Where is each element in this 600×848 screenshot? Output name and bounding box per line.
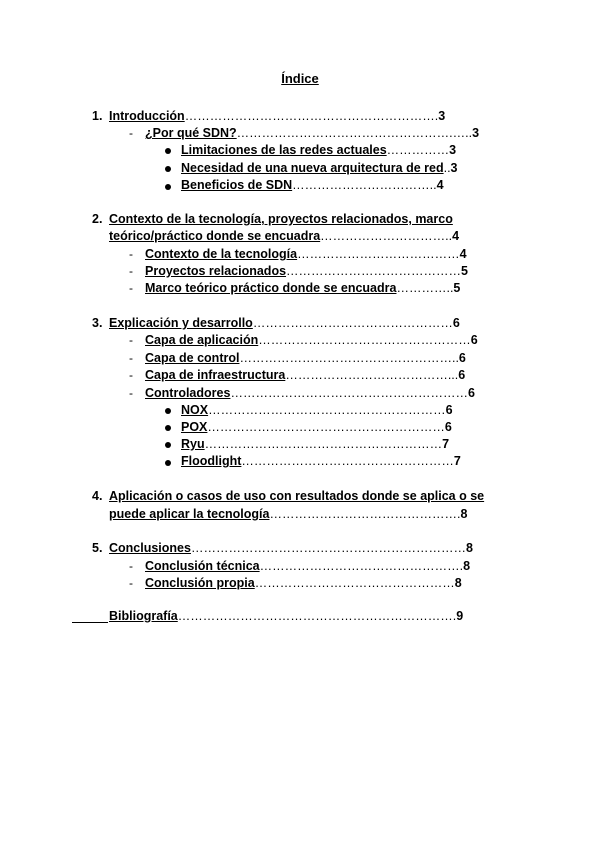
toc-entry-capa-infraestructura[interactable] <box>145 367 465 384</box>
toc-entry-label[interactable]: Beneficios de SDN <box>181 178 293 192</box>
list-dash: - <box>129 126 133 140</box>
list-dash: - <box>129 576 133 590</box>
toc-leader-dots: …………………………………………………………. <box>177 609 457 623</box>
section-number: 2. <box>92 212 103 226</box>
toc-entry-capa-aplicacion[interactable] <box>145 332 478 349</box>
toc-page-number: 8 <box>460 507 468 521</box>
toc-page-number: 9 <box>456 609 464 623</box>
toc-page-number: 3 <box>438 109 446 123</box>
list-dash: - <box>129 333 133 347</box>
toc-entry-label[interactable]: Conclusiones <box>109 541 191 555</box>
toc-entry-label[interactable]: Proyectos relacionados <box>145 264 287 278</box>
toc-entry-introduccion[interactable] <box>109 108 445 125</box>
toc-entry-ryu[interactable] <box>181 436 449 453</box>
toc-entry-pox[interactable] <box>181 419 452 436</box>
toc-leader-dots: .. <box>443 161 451 175</box>
toc-entry-label[interactable]: Conclusión propia <box>145 576 255 590</box>
toc-page-number: 7 <box>453 454 461 468</box>
section-number: 4. <box>92 489 103 503</box>
toc-leader-dots: ………………………………………………… <box>230 386 468 400</box>
toc-entry-label[interactable]: teórico/práctico donde se encuadra <box>109 229 321 243</box>
list-dash: - <box>129 559 133 573</box>
toc-page-number: 6 <box>458 351 466 365</box>
toc-leader-dots: …………………………………………. <box>259 559 464 573</box>
toc-entry-necesidad[interactable] <box>181 160 458 177</box>
toc-entry-controladores[interactable] <box>145 385 475 402</box>
toc-leader-dots: ………………………….. <box>320 229 453 243</box>
toc-page-number: 8 <box>463 559 471 573</box>
toc-page-number: 3 <box>472 126 480 140</box>
toc-entry-label[interactable]: Limitaciones de las redes actuales <box>181 143 387 157</box>
toc-entry-contexto[interactable] <box>109 228 459 245</box>
toc-leader-dots: ………………………………………. <box>269 507 461 521</box>
toc-entry-label[interactable]: Aplicación o casos de uso con resultados donde se aplica o se <box>109 489 485 503</box>
toc-leader-dots: ……………………………………………………. <box>184 109 439 123</box>
toc-entry-floodlight[interactable] <box>181 453 461 470</box>
toc-entry-conclusion-propia[interactable] <box>145 575 462 592</box>
toc-entry-proyectos[interactable] <box>145 263 468 280</box>
toc-page-number: 6 <box>458 368 466 382</box>
toc-entry-label[interactable]: puede aplicar la tecnología <box>109 507 270 521</box>
toc-page-number: 3 <box>450 161 458 175</box>
toc-entry-nox[interactable] <box>181 402 453 419</box>
toc-entry-label[interactable]: Capa de infraestructura <box>145 368 286 382</box>
bullet-icon <box>165 166 171 172</box>
toc-entry-label[interactable]: POX <box>181 420 208 434</box>
list-dash: - <box>129 247 133 261</box>
toc-entry-label[interactable]: Introducción <box>109 109 185 123</box>
toc-entry-capa-control[interactable] <box>145 350 466 367</box>
toc-page-number: 5 <box>461 264 468 278</box>
toc-entry-label[interactable]: Marco teórico práctico donde se encuadra <box>145 281 397 295</box>
toc-entry-label[interactable]: Contexto de la tecnología <box>145 247 298 261</box>
toc-entry-bibliografia[interactable] <box>109 608 463 625</box>
bullet-icon <box>165 184 171 190</box>
bibliography-rule <box>72 622 108 623</box>
bullet-icon <box>165 460 171 466</box>
toc-leader-dots: ………………………………………… <box>254 576 455 590</box>
toc-entry-label[interactable]: Necesidad de una nueva arquitectura de red <box>181 161 444 175</box>
toc-leader-dots: …………………………….. <box>292 178 437 192</box>
toc-page-number: 6 <box>470 333 478 347</box>
toc-entry-contexto-tecnologia[interactable] <box>145 246 467 263</box>
list-dash: - <box>129 368 133 382</box>
toc-entry-label[interactable]: Controladores <box>145 386 231 400</box>
toc-leader-dots: ………….. <box>396 281 454 295</box>
section-number: 1. <box>92 109 103 123</box>
bullet-icon <box>165 442 171 448</box>
toc-entry-label[interactable]: Capa de aplicación <box>145 333 259 347</box>
toc-page-number: 4 <box>459 247 467 261</box>
toc-page-number: 3 <box>449 143 457 157</box>
toc-page-number: 4 <box>452 229 460 243</box>
toc-leader-dots: ………………………………………………… <box>204 437 443 451</box>
toc-leader-dots: ………………………………………………………… <box>190 541 466 555</box>
toc-entry-beneficios[interactable] <box>181 177 444 194</box>
toc-leader-dots: …………………………………… <box>286 264 462 278</box>
list-dash: - <box>129 281 133 295</box>
section-number: 3. <box>92 316 103 330</box>
page-title: Índice <box>281 71 319 86</box>
toc-entry-contexto-line1[interactable] <box>109 211 453 228</box>
toc-page-number: 6 <box>445 403 453 417</box>
list-dash: - <box>129 386 133 400</box>
toc-entry-label[interactable]: Bibliografía <box>109 609 178 623</box>
section-number: 5. <box>92 541 103 555</box>
toc-entry-explicacion[interactable] <box>109 315 460 332</box>
toc-entry-aplicacion-line1[interactable] <box>109 488 484 505</box>
toc-entry-label[interactable]: ¿Por qué SDN? <box>145 126 237 140</box>
toc-entry-label[interactable]: Conclusión técnica <box>145 559 260 573</box>
toc-leader-dots: ………………………………………………… <box>207 420 445 434</box>
toc-entry-limitaciones[interactable] <box>181 142 456 159</box>
toc-entry-label[interactable]: NOX <box>181 403 209 417</box>
toc-entry-marco[interactable] <box>145 280 460 297</box>
bullet-icon <box>165 408 171 414</box>
toc-entry-label[interactable]: Capa de control <box>145 351 240 365</box>
toc-entry-label[interactable]: Ryu <box>181 437 205 451</box>
toc-page-number: 6 <box>444 420 452 434</box>
toc-leader-dots: …………………………………………… <box>241 454 454 468</box>
bullet-icon <box>165 425 171 431</box>
toc-page-number: 4 <box>436 178 444 192</box>
toc-leader-dots: ………………………………………… <box>252 316 453 330</box>
toc-entry-por-que-sdn[interactable] <box>145 125 479 142</box>
toc-entry-label[interactable]: Floodlight <box>181 454 242 468</box>
toc-entry-conclusion-tecnica[interactable] <box>145 558 470 575</box>
toc-leader-dots: …………………………………………….. <box>239 351 459 365</box>
toc-entry-label[interactable]: Explicación y desarrollo <box>109 316 253 330</box>
toc-page-number: 5 <box>453 281 461 295</box>
toc-leader-dots: …………………………………... <box>285 368 459 382</box>
toc-leader-dots: ………………………………………………… <box>208 403 446 417</box>
bullet-icon <box>165 148 171 154</box>
toc-page-number: 7 <box>442 437 450 451</box>
toc-leader-dots: …………………………………………….….. <box>236 126 473 140</box>
toc-page-number: 8 <box>465 541 473 555</box>
toc-entry-aplicacion[interactable] <box>109 506 467 523</box>
toc-leader-dots: …………………………………………… <box>258 333 471 347</box>
list-dash: - <box>129 264 133 278</box>
toc-entry-conclusiones[interactable] <box>109 540 473 557</box>
toc-page-number: 6 <box>467 386 475 400</box>
toc-page-number: 8 <box>454 576 462 590</box>
toc-leader-dots: …………… <box>386 143 450 157</box>
list-dash: - <box>129 351 133 365</box>
toc-entry-label[interactable]: Contexto de la tecnología, proyectos relacionados, marco <box>109 212 453 226</box>
toc-leader-dots: ………………………………… <box>297 247 460 261</box>
toc-page-number: 6 <box>452 316 460 330</box>
